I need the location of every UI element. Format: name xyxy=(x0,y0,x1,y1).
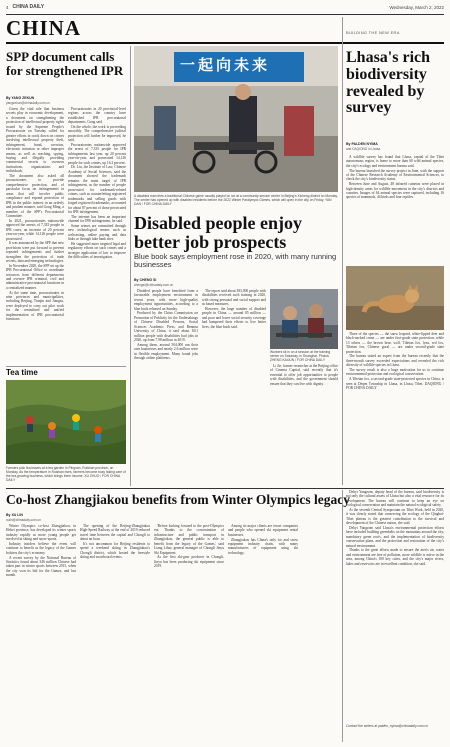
paragraph: Winter Olympics co-host Zhangjiakou, in Hebei province, has developed its winter sports industry rapidly as more young people get involved in skiing and snow-sports. xyxy=(6,524,76,542)
paragraph: Procuratorates in 20 provincial-level regions across the country have established IPR procuratorial departments, Gong said. xyxy=(68,107,126,125)
paragraph: As the first ski-gear producer in Chongli, Jinyu has been producing ski equipment since 2019. xyxy=(154,555,224,569)
column-divider-3 xyxy=(342,490,343,742)
cohost-byline: By XU LIN xyxy=(6,513,23,517)
cohost-column-3 xyxy=(154,524,224,742)
paragraph: Zhangjiakou has China's only ice and snow equipment industry chain, with many manufacturers of equipment using ski technology. xyxy=(228,537,298,555)
tea-caption: Farmers pick tea leaves at a tea garden in Pingnan, Ruishan province, on Monday. As the temperature in Ruishan rises, farmers become busy taking care of the tea-growing business, which brings them income. XU ZHUO / FOR CHINA DAILY xyxy=(6,466,126,482)
disabled-column-3 xyxy=(270,364,338,483)
paragraph: At the same time, procuratorates in nine provinces and municipalities, including Beijing, Tianjin and Jiangsu, were deployed to carry out pilot work for the centralized and unified implementation of IPR procuratorial functions. xyxy=(6,290,64,322)
workers-caption: Workers sit in on a session at the training center on Saturday, in Shanghai. Photos ZHENG KAIJUN / FOR CHINA DAILY xyxy=(270,350,331,362)
spp-email: yangzekun@chinadaily.com.cn xyxy=(6,101,50,105)
lhasa-headline: Lhasa's rich biodiversity revealed by survey xyxy=(346,49,431,117)
section-rule xyxy=(6,42,444,44)
paragraph: The opening of the Beijing-Zhangjiakou High-Speed Railway at the end of 2019 reduced travel time between the capital and Chongli to about an hour. xyxy=(80,524,150,542)
paragraph: He suggested more targeted legal and regulatory efforts on such crimes and a stronger application of law to improve the difficulties of investigation. xyxy=(68,241,126,260)
tea-time-label: Tea time xyxy=(6,368,38,377)
cohost-headline: Co-host Zhangjiakou benefits from Winter Olympics legacy xyxy=(6,492,351,507)
lhasa-byline2: and DAQIONG in Lhasa xyxy=(346,147,381,151)
spp-column-1 xyxy=(6,107,64,363)
paragraph: Disabled people have benefited from a favourable employment environment in recent years, with more high-quality employment opportunities, according to a blue book released on Sunday. xyxy=(134,289,198,311)
column-divider-2 xyxy=(342,17,343,485)
paragraph: The internet has been an important channel for IPR infringement, he said. xyxy=(68,214,126,224)
paragraph: Thanks to the great efforts made to ensure the area's air, water and environment are free of pollution, more wildlife is active in the area, among China's 100 key cities, and the city's major rivers, lakes and reservoirs are in excellent condition, she said. xyxy=(346,548,444,566)
paragraph: Procuratorates nationwide approved the arrest of 7,335 people for IPR infringements last year, up 20 percent year-on-year, and prosecuted 14,126 people for such crimes, up 16.2 percent. xyxy=(68,143,126,165)
paragraph: Dekyi Yangzom said Lhasa's environmental protection efforts have included building greenbelts on the mountains around the city, mandatory green roofs, and the implementation of biodiversity conservation plans, and the protection and restoration of the city's natural environment. xyxy=(346,526,444,548)
cohost-column-2 xyxy=(80,524,150,742)
paragraph: It was announced by the SPP that new provisions were put forward to prevent repeated infringements and further strengthen the protection of trade secrets, data and emerging technologies. xyxy=(6,241,64,263)
paragraph: Between June and August, 48 infrared cameras were placed in high-density areas for wildlife movement in the city's districts and counties. Images of 64 animal species were captured, including 16 species of mammals, 44 birds and four reptiles. xyxy=(346,182,444,200)
paragraph: Three of the species — the snow leopard, white-lipped deer and black-necked crane — are under first-grade state protection, while 13 others — the brown bear, wolf, Tibetan fox, lynx, red fox, Tibetan fox, Chinese goral — are under second-grade state protection. xyxy=(346,332,444,354)
cohost-column-4 xyxy=(228,524,298,742)
lhasa-kicker: BUILDING THE NEW ERA xyxy=(346,30,400,35)
disabled-subheadline: Blue book says employment rose in 2020, with many running businesses xyxy=(134,252,337,269)
paragraph: The document also asked all procuratorates to provide comprehensive protection, and of particular focus on infringements in areas that will involve public compliance and expand protection of IPR in the public interest in an orderly and prudent manner, said Gong Ming, a member of the SPP's Procuratorial Committee. xyxy=(6,173,64,219)
tea-photo xyxy=(6,380,126,464)
lhasa-column-3 xyxy=(346,490,444,720)
disabled-byline: By CHENG SI xyxy=(134,278,157,282)
paragraph: The bureau launched the survey project in June, with the support of the Chinese Research Academy of Environmental Sciences, to check the city's biodiversity status. xyxy=(346,168,444,182)
disabled-headline: Disabled people enjoy better job prospects xyxy=(134,213,303,252)
tibetan-fox-photo xyxy=(346,266,444,330)
paragraph: Among them, around 504,000 ran their own businesses and nearly 2.6 million were in flexible employment. Many found jobs through online platforms. xyxy=(134,342,198,361)
cohost-column-1 xyxy=(6,524,76,742)
section-title: CHINA xyxy=(6,16,82,40)
paragraph: In November 2020, the SPP set up the IPR Procuratorial Office to coordinate resources from different departments and oversee IPR criminal, civil and administrative procuratorial functions in a centralized manner. xyxy=(6,263,64,290)
paragraph: The report said about 383,000 people with disabilities received such training in 2020, with strong personal and social support and as based measures. xyxy=(202,289,266,307)
workers-photo xyxy=(270,289,338,349)
page-header xyxy=(0,0,450,14)
disabled-column-2 xyxy=(202,289,266,483)
paragraph: On the whole, the work is proceeding smoothly. The comprehensive judicial protection will further be improved, he said. xyxy=(68,125,126,143)
lhasa-contact: Contact the writers at palden_nyima@chinadaily.com.cn xyxy=(346,724,428,728)
lower-rule xyxy=(6,488,444,489)
page-number: 4 xyxy=(6,4,9,10)
paragraph: Li Jie, former researcher at the Beijing office of Cinema Capital, said recently that it's essential to offer job opportunities to people with disabilities, and the government should ensure that they can live with dignity. xyxy=(270,364,338,386)
cohost-email: xulin@chinadaily.com.cn xyxy=(6,518,41,522)
sign-text: 一起向未来 xyxy=(180,56,271,74)
spp-column-2 xyxy=(68,107,126,363)
lhasa-column-2 xyxy=(346,332,444,485)
paragraph: A recent survey by the National Bureau of Statistics found about 346 million Chinese had taken part in winter sports between 2015, when the city won its bid for the Games, and last month. xyxy=(6,555,76,578)
paragraph: The survey result is also a huge motivation for us to continue environmental protection and ecological conservation. xyxy=(346,368,444,377)
paragraph: Among its major clients are resort companies and people who opened ski equipment rental businesses. xyxy=(228,524,298,537)
paragraph: Industry insiders believe the event will continue to benefit as the legacy of the Games bolsters the city's economy. xyxy=(6,542,76,555)
tea-rule xyxy=(6,366,126,367)
paragraph: A Tibetan fox, a second-grade state-protected species in China, is seen at Deqen Township in Lhasa, in Lhasa, Tibet. DAQIONG / FOR CHINA DAILY xyxy=(346,377,444,390)
paragraph: Some crimes are committed through new technological means such as webcasting, online paying and data links or through fake bank sites. xyxy=(68,223,126,242)
paragraph: 'Before looking forward to the post-Olympics era. Thanks to the concentration of infrastructure and public transport in Zhangjiakou, the general public is able to benefit from the legacy of the Games,' said Liang Lihui, general manager of Chongli Jinyu Ski Equipment. xyxy=(154,524,224,555)
paragraph: In 2021, procuratorates nationwide approved the arrests of 7,335 people in IPR cases, an increase of 20 percent year-on-year, while 14,126 people were prosecuted. xyxy=(6,218,64,241)
newspaper-logo: CHINA DAILY xyxy=(12,4,45,10)
paragraph: Produced by the China Commission on Promotion of Publicity for the Undertakings of Chinese Disabled Persons, Social Sciences Academic Press, and Renmin University of China, it said about 8.61 million people with disabilities had jobs in 2020, up from 7.98 million in 2019. xyxy=(134,311,198,343)
paragraph: Dr. Liu, the Institute of Law, Chinese Academy of Social Sciences, said the document showed the trademark remains the main target of IPR infringement, as the number of people prosecuted for trademark-related crimes, such as counterfeiting registered trademarks and selling goods with forged registered trademarks, accounted for about 87 percent of those prosecuted for IPR infringement. xyxy=(68,165,126,214)
spp-byline: By YANG ZEKUN xyxy=(6,96,35,100)
paragraph: A wildlife survey has found that Lhasa, capital of the Tibet autonomous region, is home to more than 60 wild animal species, the city's ecology and environment bureau said. xyxy=(346,155,444,168)
spp-headline: SPP document calls for strengthened IPR xyxy=(6,49,124,78)
lhasa-byline: By PALDEN NYIMA xyxy=(346,142,378,146)
header-rule xyxy=(6,14,444,15)
paragraph: At the seventh Central Symposium on Tibet Work, held in 2020, it was clearly stated that conserving the ecology of the Qinghai-Tibet plateau is the greatest contribution to the survival and development of the Chinese nation, she said. xyxy=(346,508,444,526)
paragraph: It's not uncommon for Beijing residents to spend a weekend skiing in Zhangjiakou's Chongli district, which hosted the freestyle skiing and snowboard events. xyxy=(80,542,150,560)
issue-date: Wednesday, March 2, 2022 xyxy=(389,4,444,10)
column-divider-1 xyxy=(130,46,131,486)
paragraph: However, the large number of disabled people in China — around 85 million — and poor and lower social security coverage had hampered their efforts to live better lives, the blue book said. xyxy=(202,307,266,329)
paragraph: Dekyi Yangzom, deputy head of the bureau, said biodiversity is not only the cultural assets of Lhasa but also a vital resource for its development. The bureau will continue to keep an eye on ecological conservation and maintain the natural ecological safety. xyxy=(346,490,444,508)
disabled-email: chengsi@chinadaily.com.cn xyxy=(134,283,174,287)
lhasa-column-1 xyxy=(346,155,444,265)
paragraph: Given the vital role that business secrets play in economic development, a document on strengthening the protection of intellectual property rights issued by the Supreme People's Procuratorate on Tuesday called for greater efforts in crack down on crimes involving intellectual property theft, infringement, fraud, coercion, electronic intrusion or other improper means, as well as reaching, spying, buying and illegally providing commercial secrets to overseas institutions, organizations and individuals. xyxy=(6,107,64,174)
disabled-column-1 xyxy=(134,289,198,483)
paralympic-caption: A disabled man tries a traditional Chinese game usually played on ice at a community service center in Beijing's Xicheng district on Monday. The center has opened up with disabled residents before the 2022 Winter Paralympic Games, which will open in the city on Friday. YAN DAN / FOR CHINA DAILY xyxy=(134,194,338,206)
paralympic-photo xyxy=(134,46,338,192)
paragraph: The bureau stated an expert from the bureau recently that the three-month survey exceeded expectations and revealed the rich diversity of wildlife species in Lhasa. xyxy=(346,354,444,368)
